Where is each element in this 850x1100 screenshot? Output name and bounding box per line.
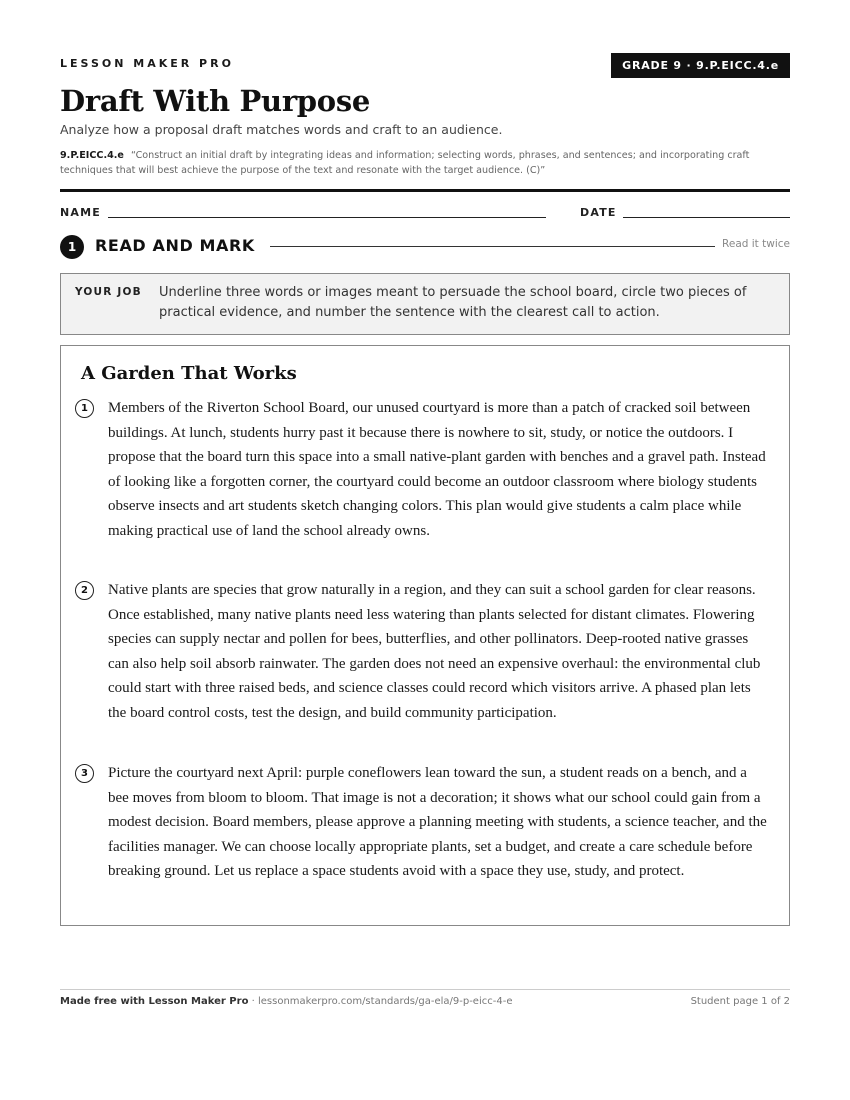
passage-paragraph: Picture the courtyard next April: purple coneflowers lean toward the sun, a student reads on a bench, and a bee moves from bloom to bloom. That image is not a decoration; it shows what our school could gain from a modest decision. Board members, please approve a planning meeting with students, a science teacher, and the facilities manager. We can choose locally appropriate plants, set a budget, and create a care schedule before breaking ground. Let us replace a space students avoid with a space they use, study, and protect. bbox=[108, 765, 767, 879]
section-note: Read it twice bbox=[722, 238, 790, 250]
passage-paragraph: Members of the Riverton School Board, our unused courtyard is more than a patch of cracked soil between buildings. At lunch, students hurry past it because there is nowhere to sit, study, or notice the outdoors. I propose that the board turn this space into a small native-plant garden with benches and a gravel path. Instead of looking like a forgotten corner, the courtyard could become an outdoor classroom where biology students observe insects and art students sketch changing colors. This plan would give students a calm place while making practical use of land the school already owns. bbox=[108, 400, 766, 539]
job-label: YOUR JOB bbox=[75, 286, 142, 298]
footer-page-number: Student page 1 of 2 bbox=[690, 996, 790, 1007]
footer-credit bbox=[60, 996, 512, 1007]
job-instructions-box bbox=[60, 273, 790, 335]
standard-code: 9.P.EICC.4.e bbox=[60, 150, 124, 161]
page-title: Draft With Purpose bbox=[60, 84, 371, 118]
section-divider bbox=[270, 246, 715, 247]
paragraph-number-badge: 1 bbox=[75, 399, 94, 418]
standard-description bbox=[60, 148, 790, 178]
paragraph-number-badge: 3 bbox=[75, 764, 94, 783]
brand-name: LESSON MAKER PRO bbox=[60, 57, 234, 70]
standard-text: “Construct an initial draft by integrating ideas and information; selecting words, phrases, and sentences; and incorporating craft techniques that will best achieve the purpose of the text and resonate with the target audience. (C)” bbox=[60, 150, 750, 176]
page-subtitle: Analyze how a proposal draft matches words and craft to an audience. bbox=[60, 122, 503, 137]
job-text: Underline three words or images meant to persuade the school board, circle two pieces of practical evidence, and number the sentence with the clearest call to action. bbox=[159, 285, 747, 320]
passage-title: A Garden That Works bbox=[81, 363, 297, 384]
footer-url: · lessonmakerpro.com/standards/ga-ela/9-p-eicc-4-e bbox=[248, 996, 513, 1007]
footer-divider bbox=[60, 989, 790, 990]
paragraph-number-badge: 2 bbox=[75, 581, 94, 600]
passage-paragraph: Native plants are species that grow naturally in a region, and they can suit a school garden for clear reasons. Once established, many native plants need less watering than plants selected for distant climates. Flowering species can supply nectar and pollen for bees, butterflies, and other pollinators. Deep-rooted native grasses can also help soil absorb rainwater. The garden does not need an expensive overhaul: the environmental club could start with three raised beds, and science classes could record which visitors arrive. A phased plan lets the board control costs, test the design, and build community participation. bbox=[108, 582, 761, 721]
date-label: DATE bbox=[580, 206, 617, 219]
name-field[interactable] bbox=[108, 217, 546, 218]
grade-badge: GRADE 9 · 9.P.EICC.4.e bbox=[611, 53, 790, 78]
reading-passage bbox=[60, 345, 790, 926]
section-title: READ AND MARK bbox=[95, 236, 255, 255]
name-label: NAME bbox=[60, 206, 101, 219]
footer-made-with: Made free with Lesson Maker Pro bbox=[60, 996, 249, 1007]
date-field[interactable] bbox=[623, 217, 790, 218]
section-number-badge: 1 bbox=[60, 235, 84, 259]
header-divider bbox=[60, 189, 790, 192]
